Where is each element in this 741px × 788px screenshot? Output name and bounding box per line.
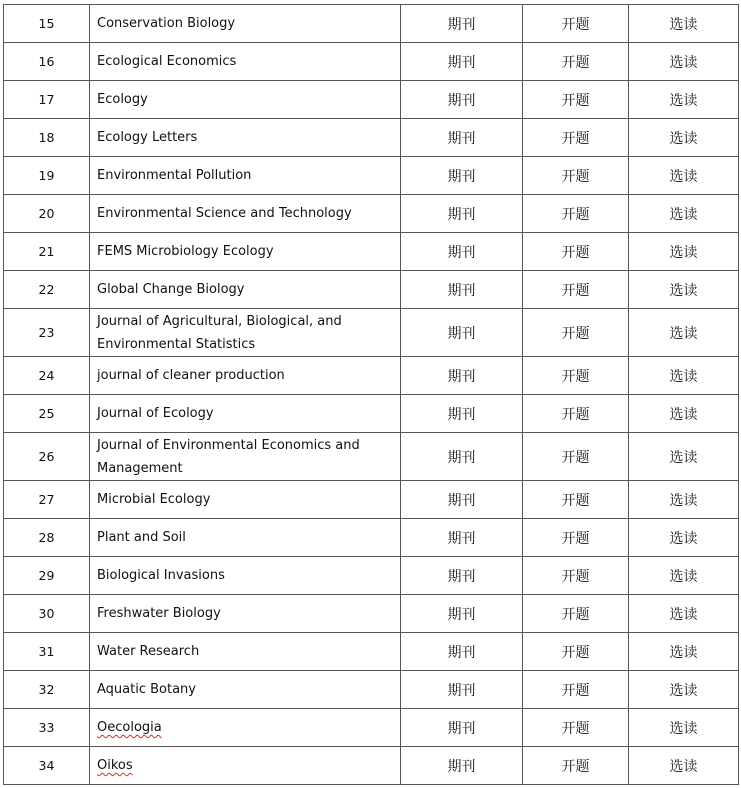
- journal-name: Plant and Soil: [90, 519, 401, 557]
- publication-type: 期刊: [401, 595, 523, 633]
- journal-name: [90, 747, 401, 785]
- journal-name: Global Change Biology: [90, 271, 401, 309]
- journal-name: Journal of Ecology: [90, 395, 401, 433]
- reading-tag: 选读: [629, 557, 739, 595]
- proposal-tag: 开题: [523, 671, 629, 709]
- table-row: [4, 709, 739, 747]
- reading-tag: 选读: [629, 271, 739, 309]
- row-number: 17: [4, 81, 90, 119]
- journal-name: Water Research: [90, 633, 401, 671]
- publication-type: 期刊: [401, 195, 523, 233]
- row-number: 30: [4, 595, 90, 633]
- journal-name: Ecological Economics: [90, 43, 401, 81]
- row-number: 25: [4, 395, 90, 433]
- reading-tag: 选读: [629, 309, 739, 357]
- row-number: 18: [4, 119, 90, 157]
- reading-tag: 选读: [629, 233, 739, 271]
- publication-type: 期刊: [401, 271, 523, 309]
- proposal-tag: 开题: [523, 481, 629, 519]
- table-row: [4, 595, 739, 633]
- table-row: [4, 557, 739, 595]
- journal-table-body: [4, 5, 739, 785]
- journal-name: [90, 709, 401, 747]
- reading-tag: 选读: [629, 195, 739, 233]
- row-number: 16: [4, 43, 90, 81]
- spellcheck-underline-text: Oecologia: [97, 720, 162, 735]
- row-number: 24: [4, 357, 90, 395]
- reading-tag: 选读: [629, 433, 739, 481]
- row-number: 19: [4, 157, 90, 195]
- proposal-tag: 开题: [523, 271, 629, 309]
- reading-tag: 选读: [629, 43, 739, 81]
- reading-tag: 选读: [629, 633, 739, 671]
- reading-tag: 选读: [629, 595, 739, 633]
- proposal-tag: 开题: [523, 43, 629, 81]
- spellcheck-underline-text: Oikos: [97, 758, 133, 773]
- table-row: [4, 633, 739, 671]
- row-number: 22: [4, 271, 90, 309]
- proposal-tag: 开题: [523, 633, 629, 671]
- journal-name: Biological Invasions: [90, 557, 401, 595]
- publication-type: 期刊: [401, 633, 523, 671]
- proposal-tag: 开题: [523, 595, 629, 633]
- table-row: [4, 433, 739, 481]
- reading-tag: 选读: [629, 671, 739, 709]
- proposal-tag: 开题: [523, 395, 629, 433]
- publication-type: 期刊: [401, 233, 523, 271]
- reading-tag: 选读: [629, 157, 739, 195]
- proposal-tag: 开题: [523, 557, 629, 595]
- row-number: 26: [4, 433, 90, 481]
- proposal-tag: 开题: [523, 747, 629, 785]
- publication-type: 期刊: [401, 433, 523, 481]
- journal-name: Ecology Letters: [90, 119, 401, 157]
- publication-type: 期刊: [401, 671, 523, 709]
- journal-name: FEMS Microbiology Ecology: [90, 233, 401, 271]
- publication-type: 期刊: [401, 709, 523, 747]
- journal-name: Microbial Ecology: [90, 481, 401, 519]
- row-number: 27: [4, 481, 90, 519]
- publication-type: 期刊: [401, 557, 523, 595]
- journal-name: Conservation Biology: [90, 5, 401, 43]
- journal-name: journal of cleaner production: [90, 357, 401, 395]
- publication-type: 期刊: [401, 309, 523, 357]
- publication-type: 期刊: [401, 157, 523, 195]
- publication-type: 期刊: [401, 43, 523, 81]
- reading-tag: 选读: [629, 481, 739, 519]
- table-row: [4, 395, 739, 433]
- table-row: [4, 357, 739, 395]
- journal-name: Freshwater Biology: [90, 595, 401, 633]
- journal-name: Ecology: [90, 81, 401, 119]
- row-number: 15: [4, 5, 90, 43]
- row-number: 21: [4, 233, 90, 271]
- journal-table: [3, 4, 739, 785]
- publication-type: 期刊: [401, 481, 523, 519]
- publication-type: 期刊: [401, 519, 523, 557]
- publication-type: 期刊: [401, 119, 523, 157]
- proposal-tag: 开题: [523, 357, 629, 395]
- reading-tag: 选读: [629, 747, 739, 785]
- table-row: [4, 271, 739, 309]
- reading-tag: 选读: [629, 5, 739, 43]
- journal-name: Journal of Agricultural, Biological, and Environmental Statistics: [90, 309, 401, 357]
- table-row: [4, 195, 739, 233]
- row-number: 31: [4, 633, 90, 671]
- proposal-tag: 开题: [523, 233, 629, 271]
- proposal-tag: 开题: [523, 157, 629, 195]
- table-row: [4, 519, 739, 557]
- row-number: 34: [4, 747, 90, 785]
- reading-tag: 选读: [629, 709, 739, 747]
- journal-name: Environmental Science and Technology: [90, 195, 401, 233]
- proposal-tag: 开题: [523, 519, 629, 557]
- row-number: 33: [4, 709, 90, 747]
- table-row: [4, 233, 739, 271]
- table-row: [4, 157, 739, 195]
- table-row: [4, 43, 739, 81]
- row-number: 20: [4, 195, 90, 233]
- row-number: 28: [4, 519, 90, 557]
- row-number: 29: [4, 557, 90, 595]
- journal-name: Environmental Pollution: [90, 157, 401, 195]
- table-row: [4, 309, 739, 357]
- proposal-tag: 开题: [523, 195, 629, 233]
- proposal-tag: 开题: [523, 119, 629, 157]
- journal-name: Journal of Environmental Economics and Management: [90, 433, 401, 481]
- table-row: [4, 481, 739, 519]
- reading-tag: 选读: [629, 357, 739, 395]
- reading-tag: 选读: [629, 519, 739, 557]
- proposal-tag: 开题: [523, 709, 629, 747]
- proposal-tag: 开题: [523, 433, 629, 481]
- proposal-tag: 开题: [523, 5, 629, 43]
- publication-type: 期刊: [401, 357, 523, 395]
- row-number: 23: [4, 309, 90, 357]
- publication-type: 期刊: [401, 395, 523, 433]
- reading-tag: 选读: [629, 395, 739, 433]
- reading-tag: 选读: [629, 81, 739, 119]
- table-row: [4, 671, 739, 709]
- journal-name: Aquatic Botany: [90, 671, 401, 709]
- table-row: [4, 5, 739, 43]
- table-row: [4, 81, 739, 119]
- table-row: [4, 119, 739, 157]
- row-number: 32: [4, 671, 90, 709]
- publication-type: 期刊: [401, 747, 523, 785]
- publication-type: 期刊: [401, 81, 523, 119]
- reading-tag: 选读: [629, 119, 739, 157]
- proposal-tag: 开题: [523, 309, 629, 357]
- proposal-tag: 开题: [523, 81, 629, 119]
- table-row: [4, 747, 739, 785]
- publication-type: 期刊: [401, 5, 523, 43]
